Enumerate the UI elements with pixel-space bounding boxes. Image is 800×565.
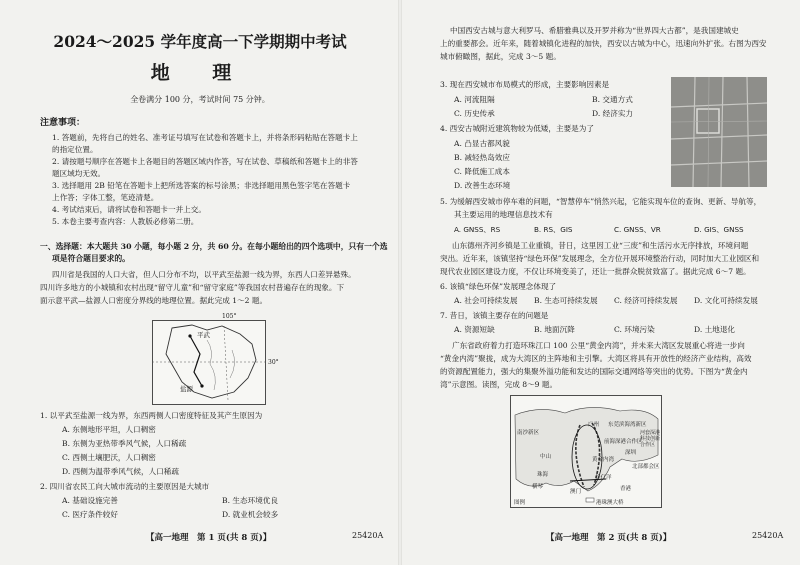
q2-option-d: D. 就业机会较多 xyxy=(222,510,279,519)
passage-line: 突出。近年来，该镇坚持“绿色环保”发展理念，全方位开展环境整治行动，同时加大工业园区和 xyxy=(440,254,760,263)
question-1: 1. 以平武至盐源一线为界，东西两侧人口密度特征及其产生原因为 xyxy=(40,411,263,420)
page-code: 25420A xyxy=(752,531,784,540)
notes-header: 注意事项： xyxy=(40,118,86,128)
q1-option-d: D. 西侧为温带季风气候，人口稀疏 xyxy=(62,467,179,476)
q6-option-a: A. 社会可持续发展 xyxy=(454,296,518,305)
note-line: 2. 请按题号顺序在答题卡上各题目的答题区域内作答，写在试卷、草稿纸和答题卡上的非答 xyxy=(52,157,358,166)
exam-meta: 全卷满分 100 分，考试时间 75 分钟。 xyxy=(130,95,270,104)
q2-option-b: B. 生态环境优良 xyxy=(222,496,278,505)
note-line: 3. 选择题用 2B 铅笔在答题卡上把所选答案的标号涂黑；非选择题用黑色签字笔在答题卡 xyxy=(52,181,351,190)
q2-option-c: C. 医疗条件较好 xyxy=(62,510,118,519)
aerial-photo-texture xyxy=(671,77,767,187)
q7-option-a: A. 资源短缺 xyxy=(454,325,495,334)
q7-option-b: B. 地面沉降 xyxy=(534,325,575,334)
passage-line: 城市俯瞰图，据此，完成 3～5 题。 xyxy=(440,52,561,61)
map2-label: 港珠澳大桥 xyxy=(596,500,624,506)
section-heading-cont: 项是符合题目要求的。 xyxy=(52,254,130,263)
map1-lat: 30° xyxy=(268,359,279,366)
passage-line: 的资源配置能力，强大的集聚外溢功能和发达的国际交通网络等突出的优势。下图为“黄金内 xyxy=(440,367,748,376)
q7-option-d: D. 土地退化 xyxy=(694,325,736,334)
map2-label: 深圳 xyxy=(625,450,637,456)
q1-option-c: C. 西侧土壤肥沃，人口稠密 xyxy=(62,453,156,462)
map2-label: 广州 xyxy=(588,422,600,428)
note-line: 5. 本卷主要考查内容：人教版必修第二册。 xyxy=(52,217,199,226)
map2-label: 北部都会区 xyxy=(632,464,660,470)
map2-label: 中山 xyxy=(540,454,552,460)
page-footer: 【高一地理 第 1 页(共 8 页)】 xyxy=(146,533,272,543)
q6-option-b: B. 生态可持续发展 xyxy=(534,296,598,305)
note-line: 4. 考试结束后，请将试卷和答题卡一并上交。 xyxy=(52,205,206,214)
passage-line: “黄金内湾”聚拢，成为大湾区的主阵地和主引擎。大湾区将具有开放性的经济产业结构，高效 xyxy=(440,354,752,363)
passage-line: 中国西安古城与意大利罗马、希腊雅典以及开罗并称为“世界四大古都”，是我国建城史 xyxy=(450,26,739,35)
passage-line: 四川省是我国的人口大省，但人口分布不均，以平武至盐源一线为界，东西人口差异悬殊。 xyxy=(52,270,356,279)
question-4: 4. 西安古城附近建筑物较为低矮，主要是为了 xyxy=(440,124,594,133)
note-line: 的指定位置。 xyxy=(52,145,98,154)
page-code: 25420A xyxy=(352,531,384,540)
q3-option-a: A. 河流阻隔 xyxy=(454,95,495,104)
subject-title: 地 理 xyxy=(150,62,250,84)
q1-option-a: A. 东侧地形平坦，人口稠密 xyxy=(62,425,156,434)
map2-label: 伶仃洋 xyxy=(595,475,612,481)
map2-legend: 图例 xyxy=(514,500,526,506)
q5-option-b: B. RS、GIS xyxy=(534,225,573,234)
passage-line: 上的重要都会。近年来，随着城镇化进程的加快，西安以古城为中心，迅速向外扩张。右图为西安 xyxy=(440,39,767,48)
xian-aerial-photo xyxy=(671,77,767,187)
map2-label: 河套深港科技创新合作区 xyxy=(640,430,661,448)
map2-label: 黄金内湾 xyxy=(592,457,615,463)
map2-label: 前海深港合作区 xyxy=(604,439,643,445)
passage-line: 面示意平武—盐源人口密度分界线的地理位置。据此完成 1～2 题。 xyxy=(40,296,268,305)
q5-option-c: C. GNSS、VR xyxy=(614,225,661,234)
passage-line: 现代农业园区建设力度，不仅让环境变美了，还让一批群众脱贫致富了。据此完成 6～7 题。 xyxy=(440,267,751,276)
map1-place-pingwu: 平武 xyxy=(197,331,210,339)
passage-line: 四川许多地方的小城镇和农村出现“留守儿童”和“留守家庭”等我国农村普遍存在的现象。下 xyxy=(40,283,345,292)
map2-label: 东莞滨海湾新区 xyxy=(608,422,647,428)
map1-place-yanyuan: 盐源 xyxy=(180,385,193,393)
question-5: 5. 为缓解西安城市停车难的问题，“智慧停车”悄然兴起，它能实现车位的查询、更新、导航等， xyxy=(440,197,762,206)
page-footer: 【高一地理 第 2 页(共 8 页)】 xyxy=(546,533,672,543)
q4-option-a: A. 凸显古都风貌 xyxy=(454,139,510,148)
map2-label: 澳门 xyxy=(570,489,582,495)
note-line: 1. 答题前，先将自己的姓名、准考证号填写在试卷和答题卡上，并将条形码粘贴在答题卡上 xyxy=(52,133,358,142)
question-5-cont: 其主要运用的地理信息技术有 xyxy=(454,210,553,219)
q4-option-d: D. 改善生态环境 xyxy=(454,181,511,190)
map2-label: 南沙新区 xyxy=(517,430,540,436)
passage-line: 山东德州齐河乡镇是工业重镇，昔日，这里因工业“三废”和生活污水无序排放，环境问题 xyxy=(452,241,749,250)
note-line: 题区域均无效。 xyxy=(52,169,106,178)
passage-line: 湾”示意图。读图，完成 8～9 题。 xyxy=(440,380,558,389)
q6-option-d: D. 文化可持续发展 xyxy=(694,296,758,305)
map2-label: 珠海 xyxy=(537,472,549,478)
q3-option-d: D. 经济实力 xyxy=(592,109,634,118)
map2-label: 横琴 xyxy=(532,484,544,490)
question-3: 3. 现在西安城市布局模式的形成，主要影响因素是 xyxy=(440,80,610,89)
question-6: 6. 该镇“绿色环保”发展理念体现了 xyxy=(440,282,557,291)
q6-option-c: C. 经济可持续发展 xyxy=(614,296,678,305)
q4-option-b: B. 减轻热岛效应 xyxy=(454,153,510,162)
q4-option-c: C. 降低施工成本 xyxy=(454,167,510,176)
section-heading: 一、选择题：本大题共 30 小题，每小题 2 分，共 60 分。在每小题给出的四个选项中，只有一个选 xyxy=(40,242,388,251)
map1-lon: 105° xyxy=(222,313,237,320)
question-7: 7. 昔日，该镇主要存在的问题是 xyxy=(440,311,549,320)
q7-option-c: C. 环境污染 xyxy=(614,325,655,334)
q3-option-b: B. 交通方式 xyxy=(592,95,633,104)
q5-option-d: D. GIS、GNSS xyxy=(694,225,744,234)
map2-label: 香港 xyxy=(620,486,632,492)
q5-option-a: A. GNSS、RS xyxy=(454,225,501,234)
q2-option-a: A. 基础设施完善 xyxy=(62,496,118,505)
note-line: 上作答；字体工整，笔迹清楚。 xyxy=(52,193,159,202)
q1-option-b: B. 东侧为亚热带季风气候，人口稀疏 xyxy=(62,439,187,448)
question-2: 2. 四川省农民工向大城市流动的主要原因是大城市 xyxy=(40,482,210,491)
q3-option-c: C. 历史传承 xyxy=(454,109,495,118)
exam-title: 2024～2025 学年度高一下学期期中考试 xyxy=(53,32,347,51)
passage-line: 广东省政府着力打造环珠江口 100 公里“黄金内湾”，并未来大湾区发展重心将进一步向 xyxy=(452,341,745,350)
